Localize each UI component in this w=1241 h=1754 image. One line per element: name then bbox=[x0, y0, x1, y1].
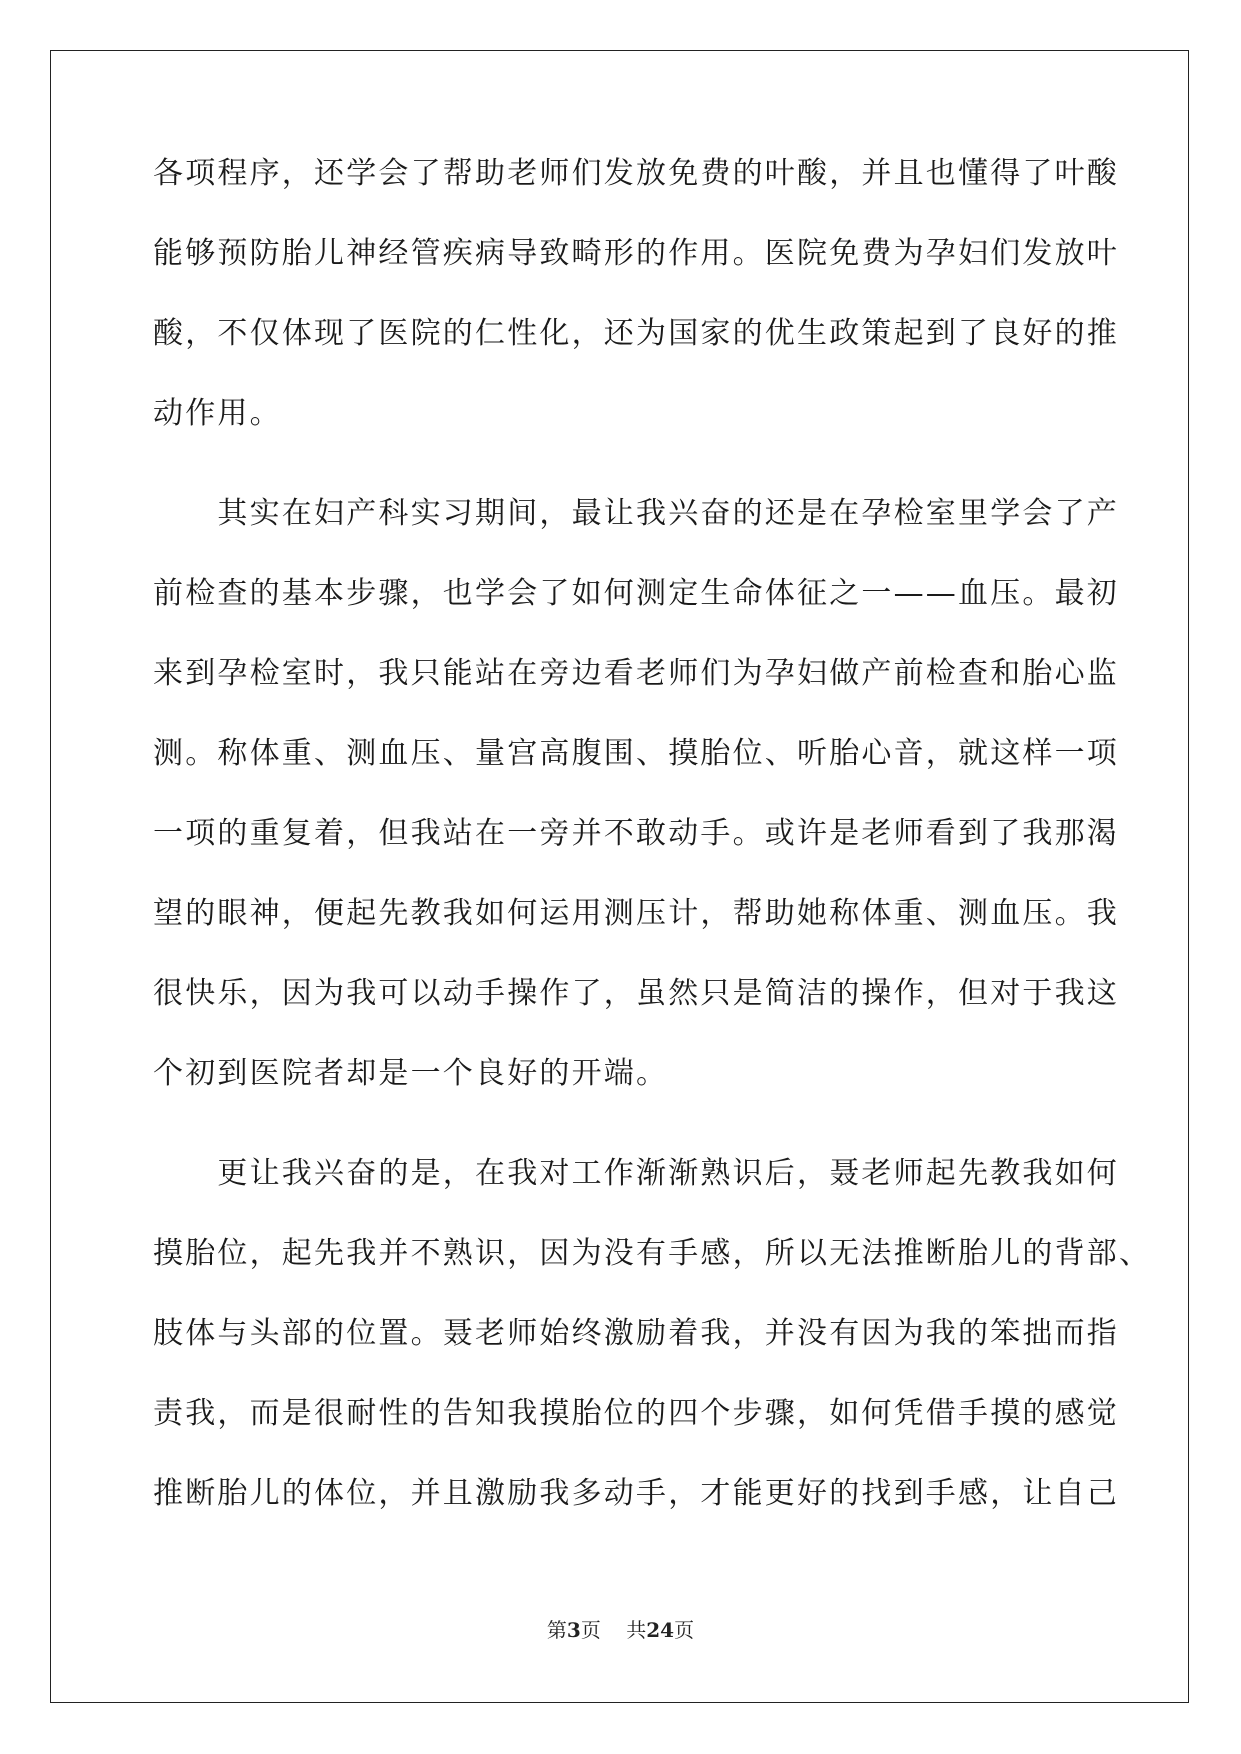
page-footer bbox=[0, 1617, 1241, 1643]
text-line-2: 能够预防胎儿神经管疾病导致畸形的作用。医院免费为孕妇们发放叶 bbox=[153, 236, 1119, 271]
page-prefix: 第 bbox=[546, 1618, 567, 1642]
text-line-14: 摸胎位，起先我并不熟识，因为没有手感，所以无法推断胎儿的背部、 bbox=[153, 1236, 1152, 1271]
text-line-8: 测。称体重、测血压、量宫高腹围、摸胎位、听胎心音，就这样一项 bbox=[153, 736, 1119, 771]
text-line-10: 望的眼神，便起先教我如何运用测压计，帮助她称体重、测血压。我 bbox=[153, 896, 1119, 931]
text-line-17: 推断胎儿的体位，并且激励我多动手，才能更好的找到手感，让自己 bbox=[153, 1476, 1119, 1511]
page-suffix: 页 bbox=[580, 1618, 601, 1642]
text-line-15: 肢体与头部的位置。聂老师始终激励着我，并没有因为我的笨拙而指 bbox=[153, 1316, 1119, 1351]
page-border bbox=[50, 50, 1189, 1703]
text-line-9: 一项的重复着，但我站在一旁并不敢动手。或许是老师看到了我那渴 bbox=[153, 816, 1119, 851]
page-number: 3 bbox=[566, 1618, 581, 1642]
text-line-6: 前检查的基本步骤，也学会了如何测定生命体征之一——血压。最初 bbox=[153, 576, 1119, 611]
text-line-4: 动作用。 bbox=[153, 396, 282, 431]
text-line-1: 各项程序，还学会了帮助老师们发放免费的叶酸，并且也懂得了叶酸 bbox=[153, 156, 1119, 191]
text-line-16: 责我，而是很耐性的告知我摸胎位的四个步骤，如何凭借手摸的感觉 bbox=[153, 1396, 1119, 1431]
text-line-7: 来到孕检室时，我只能站在旁边看老师们为孕妇做产前检查和胎心监 bbox=[153, 656, 1119, 691]
total-pages: 24 bbox=[646, 1618, 675, 1642]
text-line-11: 很快乐，因为我可以动手操作了，虽然只是简洁的操作，但对于我这 bbox=[153, 976, 1119, 1011]
text-line-3: 酸，不仅体现了医院的仁性化，还为国家的优生政策起到了良好的推 bbox=[153, 316, 1119, 351]
total-prefix: 共 bbox=[626, 1618, 647, 1642]
total-suffix: 页 bbox=[674, 1618, 695, 1642]
text-line-12: 个初到医院者却是一个良好的开端。 bbox=[153, 1056, 669, 1091]
text-line-13: 更让我兴奋的是，在我对工作渐渐熟识后，聂老师起先教我如何 bbox=[153, 1156, 1119, 1191]
text-line-5: 其实在妇产科实习期间，最让我兴奋的还是在孕检室里学会了产 bbox=[153, 496, 1119, 531]
